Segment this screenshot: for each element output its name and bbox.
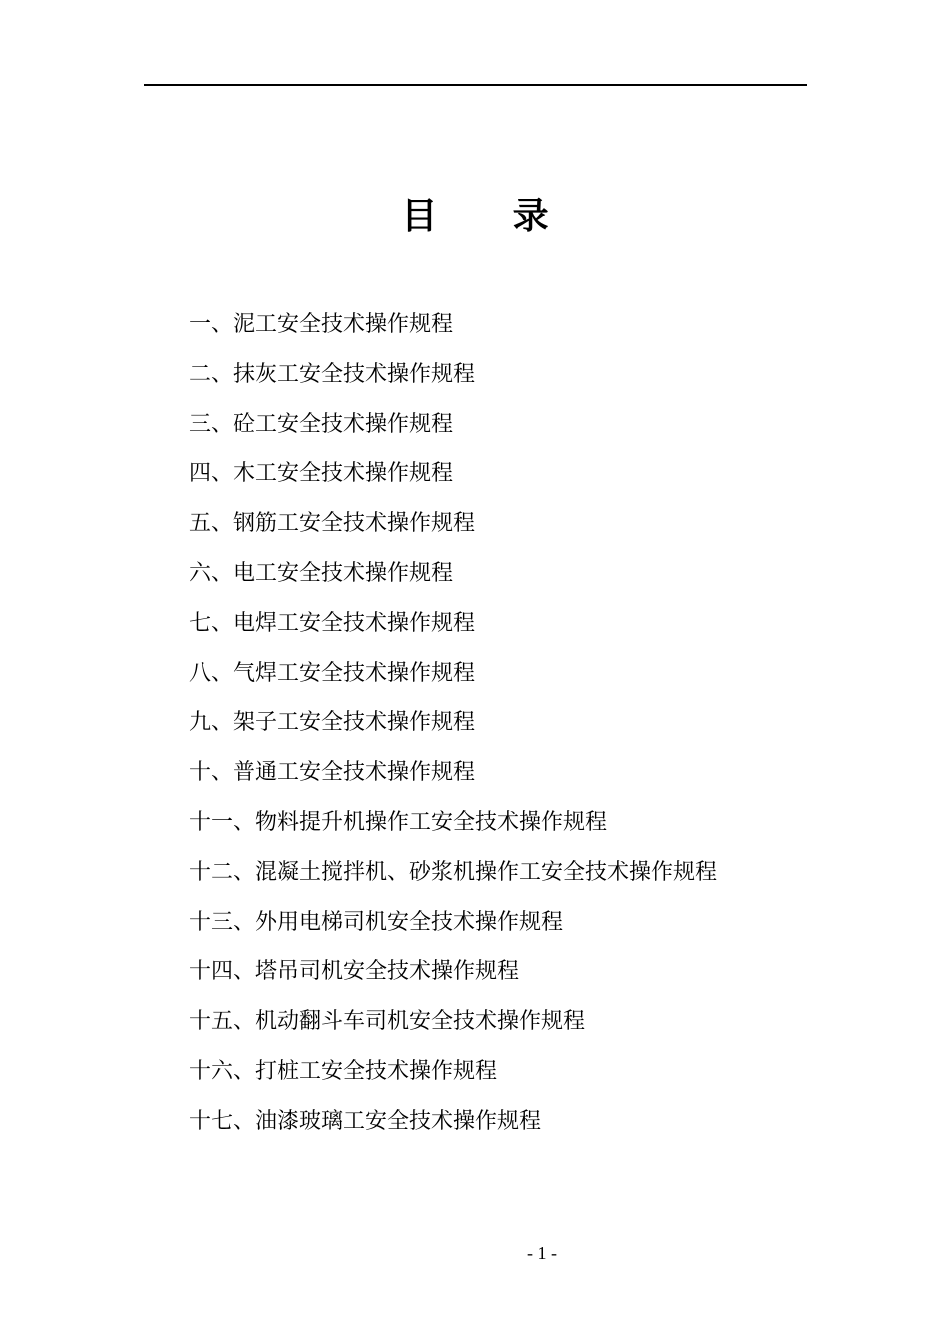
toc-item: 十一、物料提升机操作工安全技术操作规程	[189, 809, 608, 835]
header-rule	[144, 84, 807, 86]
toc-item: 三、砼工安全技术操作规程	[189, 411, 454, 437]
toc-item: 十三、外用电梯司机安全技术操作规程	[189, 909, 564, 935]
toc-item: 一、泥工安全技术操作规程	[189, 312, 454, 337]
toc-item: 十、普通工安全技术操作规程	[189, 760, 476, 786]
toc-item: 九、架子工安全技术操作规程	[189, 710, 476, 736]
toc-item: 五、钢筋工安全技术操作规程	[189, 511, 476, 537]
toc-item: 十四、塔吊司机安全技术操作规程	[189, 959, 520, 985]
toc-item: 十二、混凝土搅拌机、砂浆机操作工安全技术操作规程	[189, 859, 718, 885]
toc-item: 十五、机动翻斗车司机安全技术操作规程	[189, 1009, 586, 1035]
toc-item: 十六、打桩工安全技术操作规程	[189, 1058, 498, 1084]
page-number: - 1 -	[527, 1243, 557, 1263]
table-of-contents	[189, 307, 717, 1154]
toc-item: 七、电焊工安全技术操作规程	[189, 610, 476, 636]
toc-item: 四、木工安全技术操作规程	[189, 461, 454, 487]
toc-item: 二、抹灰工安全技术操作规程	[189, 361, 476, 387]
toc-item: 八、气焊工安全技术操作规程	[189, 660, 476, 686]
page-title: 目 录	[401, 195, 549, 237]
toc-item: 六、电工安全技术操作规程	[189, 560, 454, 586]
toc-item: 十七、油漆玻璃工安全技术操作规程	[189, 1108, 542, 1134]
